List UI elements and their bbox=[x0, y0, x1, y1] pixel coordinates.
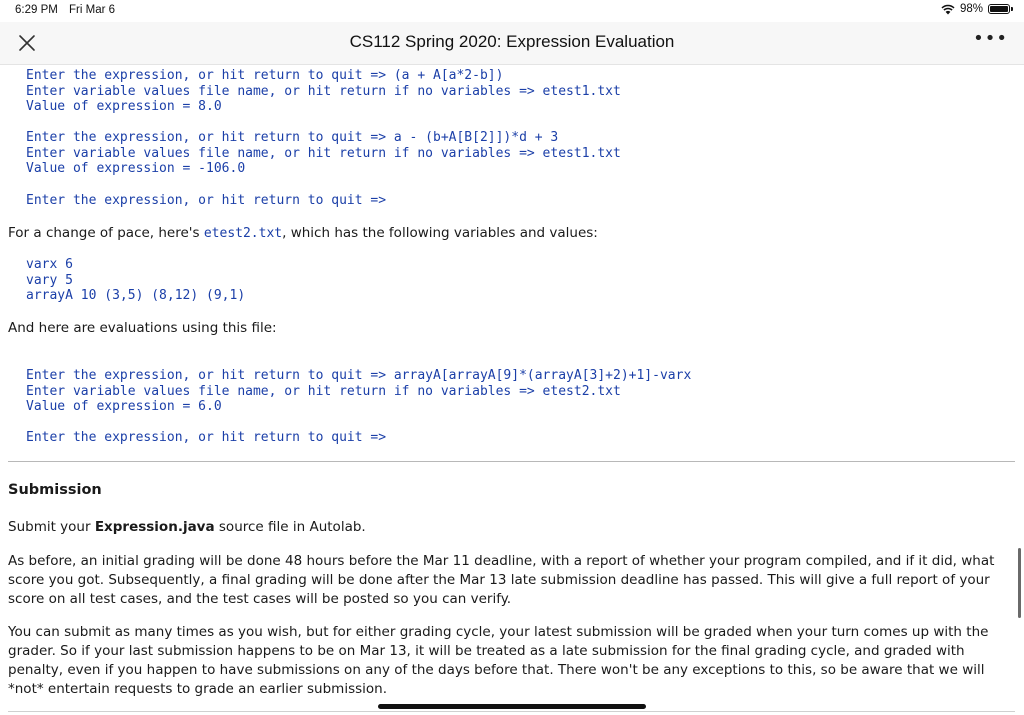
page-title: CS112 Spring 2020: Expression Evaluation bbox=[349, 32, 675, 51]
code-line: Value of expression = 8.0 bbox=[26, 99, 222, 115]
code-line: vary 5 bbox=[26, 272, 73, 288]
code-line: Enter the expression, or hit return to quit => arrayA[arrayA[9]*(arrayA[3]+2)+1]-varx bbox=[26, 368, 692, 383]
paragraph-grading: As before, an initial grading will be done 48 hours before the Mar 11 deadline, with a report of whether your program compiled, and if it did, what score you got. Subsequently, a final grading will be done after the Mar 13 late submission deadline has passed. This will give a full report of your score on all test cases, and the test cases will be posted so you can verify. bbox=[8, 553, 995, 607]
code-line: Enter the expression, or hit return to quit => a - (b+A[B[2]])*d + 3 bbox=[26, 130, 559, 145]
divider bbox=[8, 461, 1015, 462]
text: , which has the following variables and values: bbox=[282, 225, 598, 241]
filename-expression-java: Expression.java bbox=[94, 519, 215, 535]
divider-bottom bbox=[8, 711, 1015, 712]
code-line: Enter variable values file name, or hit return if no variables => etest1.txt bbox=[26, 145, 621, 161]
submission-instructions bbox=[0, 518, 378, 537]
status-time: 6:29 PM bbox=[15, 4, 58, 16]
code-line: varx 6 bbox=[26, 257, 73, 272]
wifi-icon bbox=[941, 4, 955, 15]
submission-heading: Submission bbox=[8, 482, 102, 498]
file-contents-block bbox=[0, 257, 245, 304]
code-block-3 bbox=[0, 193, 386, 209]
text: For a change of pace, here's bbox=[8, 225, 204, 241]
battery-icon bbox=[988, 4, 1010, 14]
code-line: Value of expression = 6.0 bbox=[26, 399, 222, 415]
code-block-5 bbox=[0, 430, 386, 446]
status-date: Fri Mar 6 bbox=[69, 4, 116, 16]
code-line: Enter the expression, or hit return to quit => bbox=[26, 430, 387, 445]
code-block-2 bbox=[0, 130, 621, 177]
code-line: Enter the expression, or hit return to quit => (a + A[a*2-b]) bbox=[26, 68, 504, 83]
code-line: Enter variable values file name, or hit return if no variables => etest1.txt bbox=[26, 83, 621, 99]
more-icon: ••• bbox=[973, 28, 1008, 49]
code-block-1 bbox=[0, 68, 621, 115]
status-left bbox=[15, 4, 123, 16]
text: source file in Autolab. bbox=[214, 519, 366, 535]
code-line: Enter the expression, or hit return to quit => bbox=[26, 193, 387, 208]
nav-bar bbox=[0, 22, 1024, 65]
paragraph-evaluations: And here are evaluations using this file: bbox=[8, 320, 277, 336]
status-bar bbox=[0, 0, 1024, 22]
code-line: Value of expression = -106.0 bbox=[26, 161, 246, 177]
code-line: Enter variable values file name, or hit return if no variables => etest2.txt bbox=[26, 383, 621, 399]
code-line: arrayA 10 (3,5) (8,12) (9,1) bbox=[26, 288, 246, 304]
status-right bbox=[941, 3, 1010, 15]
paragraph-resubmission: You can submit as many times as you wish, but for either grading cycle, your latest submission will be graded when your turn comes up with the grader. So if your last submission happens to be on Mar 13, it will be treated as a late submission for the final grading cycle, and graded with penalty, even if you happen to have submissions on any of the days before that. There won't be any exceptions to this, so be aware that we will *not* entertain requests to grade an earlier submission. bbox=[8, 624, 989, 697]
text: Submit your bbox=[8, 519, 95, 535]
paragraph-change-of-pace bbox=[0, 224, 1024, 243]
scrollbar[interactable] bbox=[1018, 548, 1021, 618]
filename-etest2: etest2.txt bbox=[203, 226, 283, 241]
code-block-4 bbox=[0, 368, 691, 415]
more-button[interactable] bbox=[973, 28, 1008, 49]
battery-percent: 98% bbox=[959, 3, 983, 15]
home-indicator[interactable] bbox=[378, 704, 646, 709]
